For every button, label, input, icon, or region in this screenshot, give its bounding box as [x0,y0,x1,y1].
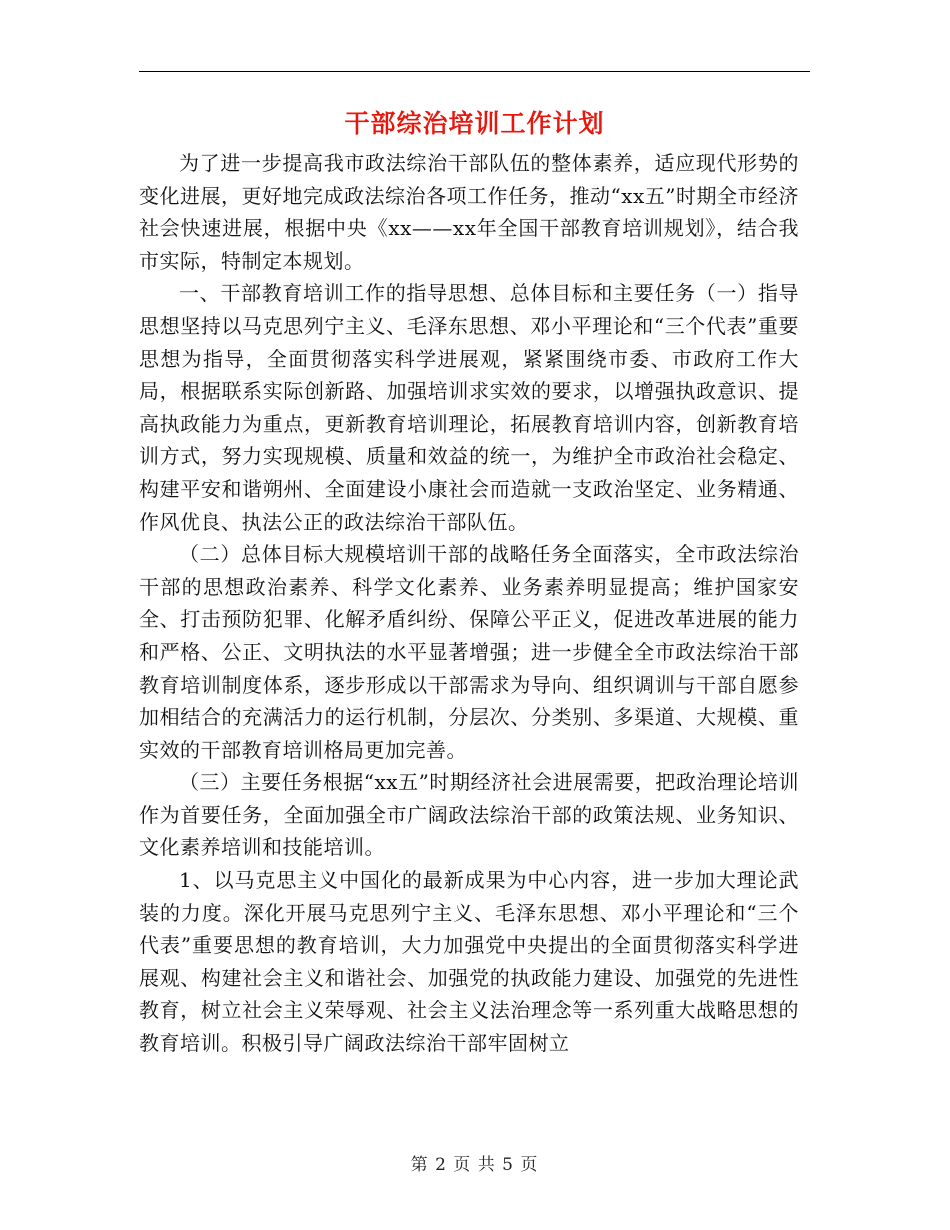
paragraph-guiding-thought: 一、干部教育培训工作的指导思想、总体目标和主要任务（一）指导思想坚持以马克思列宁主义、毛泽东思想、邓小平理论和“三个代表”重要思想为指导，全面贯彻落实科学进展观，紧紧围绕市委、市政府工作大局，根据联系实际创新路、加强培训求实效的要求，以增强执政意识、提高执政能力为重点，更新教育培训理论，拓展教育培训内容，创新教育培训方式，努力实现规模、质量和效益的统一，为维护全市政治社会稳定、构建平安和谐朔州、全面建设小康社会而造就一支政治坚定、业务精通、作风优良、执法公正的政法综治干部队伍。 [139,281,799,534]
paragraph-main-tasks: （三）主要任务根据“xx五”时期经济社会进展需要，把政治理论培训作为首要任务，全面加强全市广阔政法综治干部的政策法规、业务知识、文化素养培训和技能培训。 [139,770,799,860]
header-rule [139,71,810,72]
document-title: 干部综治培训工作计划 [344,109,605,138]
paragraph-intro: 为了进一步提高我市政法综治干部队伍的整体素养，适应现代形势的变化进展，更好地完成政法综治各项工作任务，推动“xx五”时期全市经济社会快速进展，根据中央《xx——xx年全国干部教育培训规划》，结合我市实际，特制定本规划。 [139,151,800,273]
paragraph-task-one: 1、以马克思主义中国化的最新成果为中心内容，进一步加大理论武装的力度。深化开展马克思列宁主义、毛泽东思想、邓小平理论和“三个代表”重要思想的教育培训，大力加强党中央提出的全面贯彻落实科学进展观、构建社会主义和谐社会、加强党的执政能力建设、加强党的先进性教育，树立社会主义荣辱观、社会主义法治理念等一系列重大战略思想的教育培训。积极引导广阔政法综治干部牢固树立 [139,868,799,1056]
paragraph-overall-goal: （二）总体目标大规模培训干部的战略任务全面落实，全市政法综治干部的思想政治素养、科学文化素养、业务素养明显提高；维护国家安全、打击预防犯罪、化解矛盾纠纷、保障公平正义，促进改革进展的能力和严格、公正、文明执法的水平显著增强；进一步健全全市政法综治干部教育培训制度体系，逐步形成以干部需求为导向、组织调训与干部自愿参加相结合的充满活力的运行机制，分层次、分类别、多渠道、大规模、重实效的干部教育培训格局更加完善。 [139,542,799,762]
page-number: 第 2 页 共 5 页 [410,1155,539,1175]
document-body [139,147,799,1060]
